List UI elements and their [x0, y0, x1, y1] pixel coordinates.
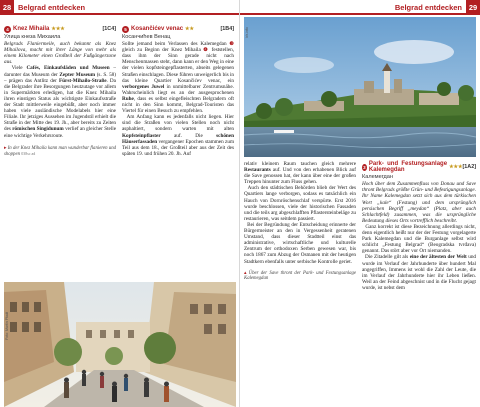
entry-heading — [362, 161, 476, 173]
right-column-1 — [244, 161, 356, 282]
photo-caption: ▸ In der Knez Mihaila kann man wunderbar flanieren und shoppen 038sc ad — [4, 145, 117, 158]
entry-number-badge: 3 — [363, 164, 366, 170]
entry-body: Ganz korrekt ist diese Bezeichnung allerdings nicht, denn eigentlich heißt nur der der Festung vorgelagerte Park Kalemegdan und die Burganlage selbst wird schlicht „Festung Belgrad“ (Beogradska tvrđava) genannt. Das stört aber vor Ort niemanden. — [362, 223, 476, 255]
entry-subtitle-cyrillic: Калемегдан — [362, 174, 393, 181]
entry-title: Kosančićev venac — [131, 26, 184, 33]
knez-mihaila-street-illustration — [4, 282, 236, 407]
entry-number-badge: 4 — [4, 26, 11, 33]
page-number: 28 — [0, 0, 14, 15]
entry-title: Knez Mihaila — [13, 26, 50, 33]
map-grid-reference: [1A2] — [462, 164, 476, 171]
kalemegdan-photo — [244, 17, 476, 157]
entry-body: Bei der Begründung der Entscheidung erinnerte der Bürgermeister an den in Vergessenheit geratenen Umstand, dass dieser Stadtteil einst das administrative, wirtschaftliche und kulturelle Zentrum der orthodoxen Serben gewesen war, bis noch 1867 zum Abzug der Osmanen mit der heutigen Stadtkern ebenfalls unter serbische Kontrolle geriet. — [244, 221, 356, 265]
entry-body: Viele Cafés, Einkaufsläden und Museen – darunter das Museum der Zepter Museum (s. S. 58) – prägen das Antlitz der Fürst-Mihailo-Straße. Da die Belgrader ihre Besorgungen heutzutage vor allem in Supermärkten erledigen, hat die Knez Mihaila ihren einstigen Status als wichtigste Einkaufsstraße der Stadt mittlerweile eingebüßt, aber noch immer haben viele ausländische Modelabels hier eine Filiale. Ihr jetziges Aussehen im Jugendstil erhielt die Straße in der Mitte des 19. Jh., aber bereits zu Zeiten des römischen Singidunum verlief an gleicher Stelle eine wichtige Verkehrsroute. — [4, 65, 117, 139]
page-number: 29 — [466, 0, 480, 15]
photo-credit: Foto: Martin Pfadt — [5, 312, 9, 340]
entry-subtitle-cyrillic: Улица кнеза Михаила — [4, 34, 61, 40]
entry-body: Sollte jemand beim Verlassen des Kalemegdan ❸ gleich zu Beginn der Knez Mihaila ❹ feststellen, dass ihm der Sinn gerade nicht nach Menschenmassen steht, dann kann er den Weg in eine der vielen kopfsteingepflasterten, abseits gelegenen Straßen einschlagen. Diese führen unweigerlich bis in das kleine Quartier Kosančićev venac, ein verborgenes Juwel in unmittelbarer Zentrumsnähe. Wahrscheinlich liegt es an der ausgesprochenen Ruhe, dass es selbst eingefleischten Belgradern oft nicht in den Sinn kommt, Belgrad-Touristen das Viertel für einen Besuch zu empfehlen. — [122, 41, 235, 115]
running-header-title: Belgrad entdecken — [18, 3, 86, 12]
entry-subtitle-cyrillic: Косанчићев Венац — [122, 34, 171, 40]
map-grid-reference: [1B4] — [220, 26, 234, 33]
entry-body: Auch den städtischen Behörden blieb der Wert des Quartiers lange verborgen, sodass es tatsächlich ein Hauch von Dornröschenschlaf verspürte. Erst 2016 wurde beschlossen, viele der historischen Fassaden und die teils arg abgeschlafften Pflastersteinbeläge zu restaurieren, was seitdem passiert. — [244, 185, 356, 222]
running-header-title: Belgrad entdecken — [394, 3, 462, 12]
photo-credit: bh-info — [245, 27, 249, 38]
left-column-2 — [122, 26, 234, 157]
caption-arrow-icon: ▸ — [4, 145, 7, 151]
right-column-2 — [362, 161, 476, 291]
street-photo — [4, 282, 236, 407]
page-header — [0, 0, 240, 15]
right-page — [240, 0, 480, 407]
entry-body: Die Zitadelle gilt als eine der ältesten der Welt und wurde im Verlauf der Jahrhunderte über hundert Mal angegriffen, Immens ist wohl die Zahl der Leute, die im Verlauf der Jahrhunderte hier ihr Leben ließen. Weil an der Feind abgeschnist und in die Flucht gejagt wurde, ist nebst dem — [362, 254, 477, 291]
page-header — [240, 0, 480, 15]
map-grid-reference: [1C4] — [102, 26, 116, 33]
rating-stars-icon: ★★ — [185, 26, 194, 33]
entry-body: Am Anfang kann es jedenfalls nicht liegen. Hier sind die Straßen von vielen Stellen noch nicht asphaltiert, sondern warten mit alten Kopfsteinpflaster auf. Die schönen Häuserfassaden vergangener Epochen stammen zum Teil aus dem 18., der Großteil aber aus der Zeit des späten 19. und frühen 20. Jh. Auf — [122, 114, 234, 157]
rating-stars-icon: ★★★ — [51, 26, 65, 33]
entry-title: Park- und Festungsanlage Kalemegdan — [368, 161, 448, 174]
kalemegdan-fortress-illustration — [244, 17, 476, 157]
entry-intro: Hoch über dem Zusammenfluss von Donau und Save thront Belgrads größte Grün- und Befestigungsanlage. Ihr Name Kalemegdan setzt sich aus dem türkischen Wort „kale“ (Festung) und dem ursprünglich persischen Begriff „meydan“ (Platz, aber auch Schlachtfeld) zusammen, was die ursprüngliche Bedeutung dieses Orts vortrefflich beschreibt. — [362, 181, 476, 224]
photo-caption: ▴ Über der Save thront der Park- und Festungsanlage Kalemegdan — [244, 270, 357, 282]
entry-number-badge: 5 — [122, 26, 129, 33]
entry-body: relativ kleinem Raum tauchen gleich mehrere Restaurants auf. Und von den erhabenen Blick auf die Save genossen hat, der kann über eine der großen Treppen hinunter zum Fluss gehen. — [244, 161, 356, 186]
entry-heading — [4, 26, 116, 33]
rating-stars-icon: ★★★ — [449, 164, 463, 171]
left-column-1 — [4, 26, 116, 158]
entry-intro: Belgrads Flaniermeile, auch bekannt als Knez Mihailova, macht mit ihrer Länge von mehr als einem Kilometer einen Großteil der Fußgängerzone aus. — [4, 41, 116, 66]
entry-heading — [122, 26, 234, 33]
caption-arrow-icon: ▴ — [244, 270, 247, 276]
